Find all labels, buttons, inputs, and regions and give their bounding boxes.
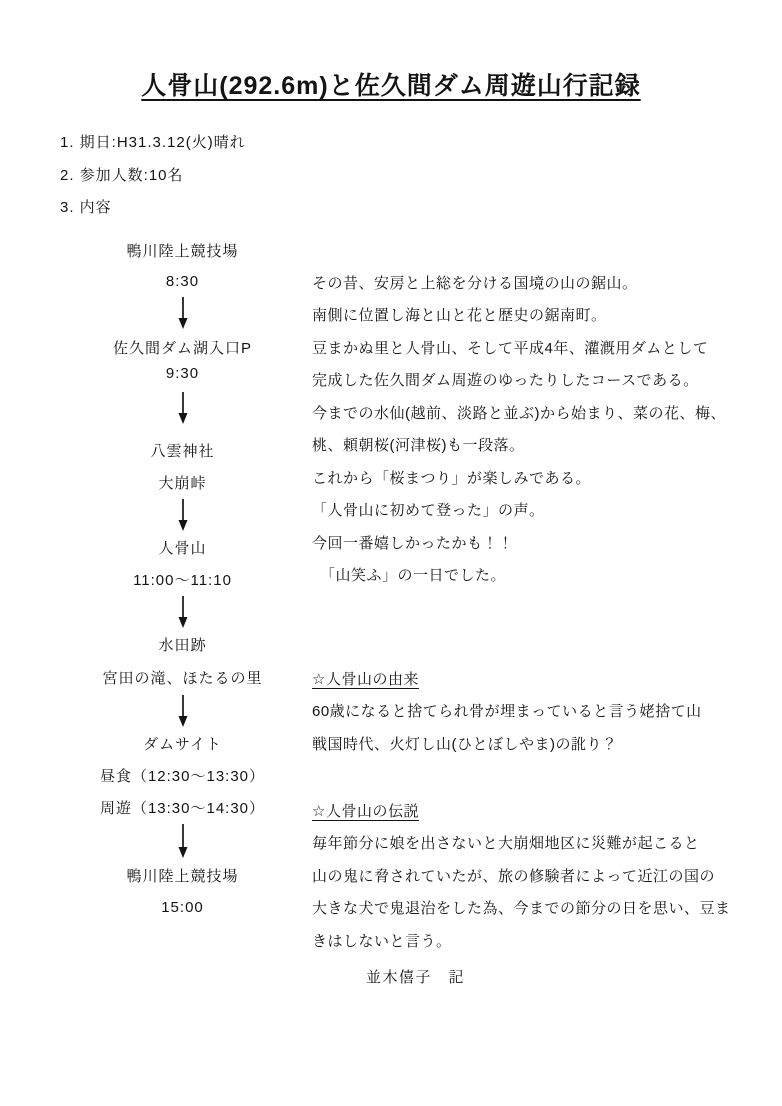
course-note-line: これから「桜まつり」が楽しみである。: [312, 470, 592, 487]
itinerary-time: 11:00～11:10: [133, 572, 232, 589]
origin-line: 60歳になると捨てられ骨が埋まっていると言う姥捨て山: [312, 703, 702, 720]
origin-heading: ☆人骨山の由来: [312, 671, 419, 688]
itinerary-time: 周遊（13:30～14:30）: [99, 800, 266, 817]
itinerary-time: 15:00: [161, 899, 204, 916]
course-note-line: 「山笑ふ」の一日でした。: [312, 567, 507, 584]
meta-item-contents: 3. 内容: [60, 199, 112, 216]
origin-line: 戦国時代、火灯し山(ひとぼしやま)の訛り？: [312, 736, 618, 753]
itinerary-place: 佐久間ダム湖入口P: [112, 340, 252, 357]
itinerary-place: 水田跡: [158, 637, 207, 654]
down-arrow-icon: [30, 499, 335, 531]
course-note-line: 豆まかぬ里と人骨山、そして平成4年、灌漑用ダムとして: [312, 340, 709, 357]
course-note-line: 「人骨山に初めて登った」の声。: [312, 502, 545, 519]
course-note-line: その昔、安房と上総を分ける国境の山の鋸山。: [312, 275, 638, 292]
meta-item-participants: 2. 参加人数:10名: [60, 167, 184, 184]
course-note-line: 完成した佐久間ダム周遊のゆったりしたコースである。: [312, 372, 699, 389]
course-note-line: 南側に位置し海と山と花と歴史の鋸南町。: [312, 307, 607, 324]
legend-line: きはしないと言う。: [312, 933, 452, 950]
itinerary-place: 大崩峠: [158, 475, 207, 492]
course-note-line: 桃、頼朝桜(河津桜)も一段落。: [312, 437, 525, 454]
down-arrow-icon: [30, 824, 335, 858]
down-arrow-icon: [30, 695, 335, 727]
itinerary-time: 9:30: [165, 365, 200, 382]
itinerary-place: 八雲神社: [150, 443, 215, 460]
itinerary-place: 鴨川陸上競技場: [126, 243, 239, 260]
down-arrow-icon: [30, 596, 335, 628]
meta-item-date: 1. 期日:H31.3.12(火)晴れ: [60, 134, 246, 151]
legend-heading: ☆人骨山の伝説: [312, 803, 419, 820]
down-arrow-icon: [30, 392, 335, 424]
signature: 並木僖子 記: [366, 969, 466, 986]
itinerary-place: 宮田の滝、ほたるの里: [102, 670, 263, 687]
legend-line: 大きな犬で鬼退治をした為、今までの節分の日を思い、豆ま: [312, 900, 731, 917]
itinerary-place: 人骨山: [158, 540, 207, 557]
itinerary-time: 昼食（12:30～13:30）: [99, 768, 266, 785]
itinerary-place: 鴨川陸上競技場: [126, 868, 239, 885]
itinerary-time: 8:30: [165, 273, 200, 290]
page-title: 人骨山(292.6m)と佐久間ダム周遊山行記録: [141, 72, 641, 100]
legend-line: 毎年節分に娘を出さないと大崩畑地区に災難が起こると: [312, 835, 700, 852]
down-arrow-icon: [30, 297, 335, 329]
course-note-line: 今回一番嬉しかったかも！！: [312, 535, 514, 552]
course-note-line: 今までの水仙(越前、淡路と並ぶ)から始まり、菜の花、梅、: [312, 405, 726, 422]
legend-line: 山の鬼に脅されていたが、旅の修験者によって近江の国の: [312, 868, 716, 885]
itinerary-place: ダムサイト: [143, 736, 222, 753]
